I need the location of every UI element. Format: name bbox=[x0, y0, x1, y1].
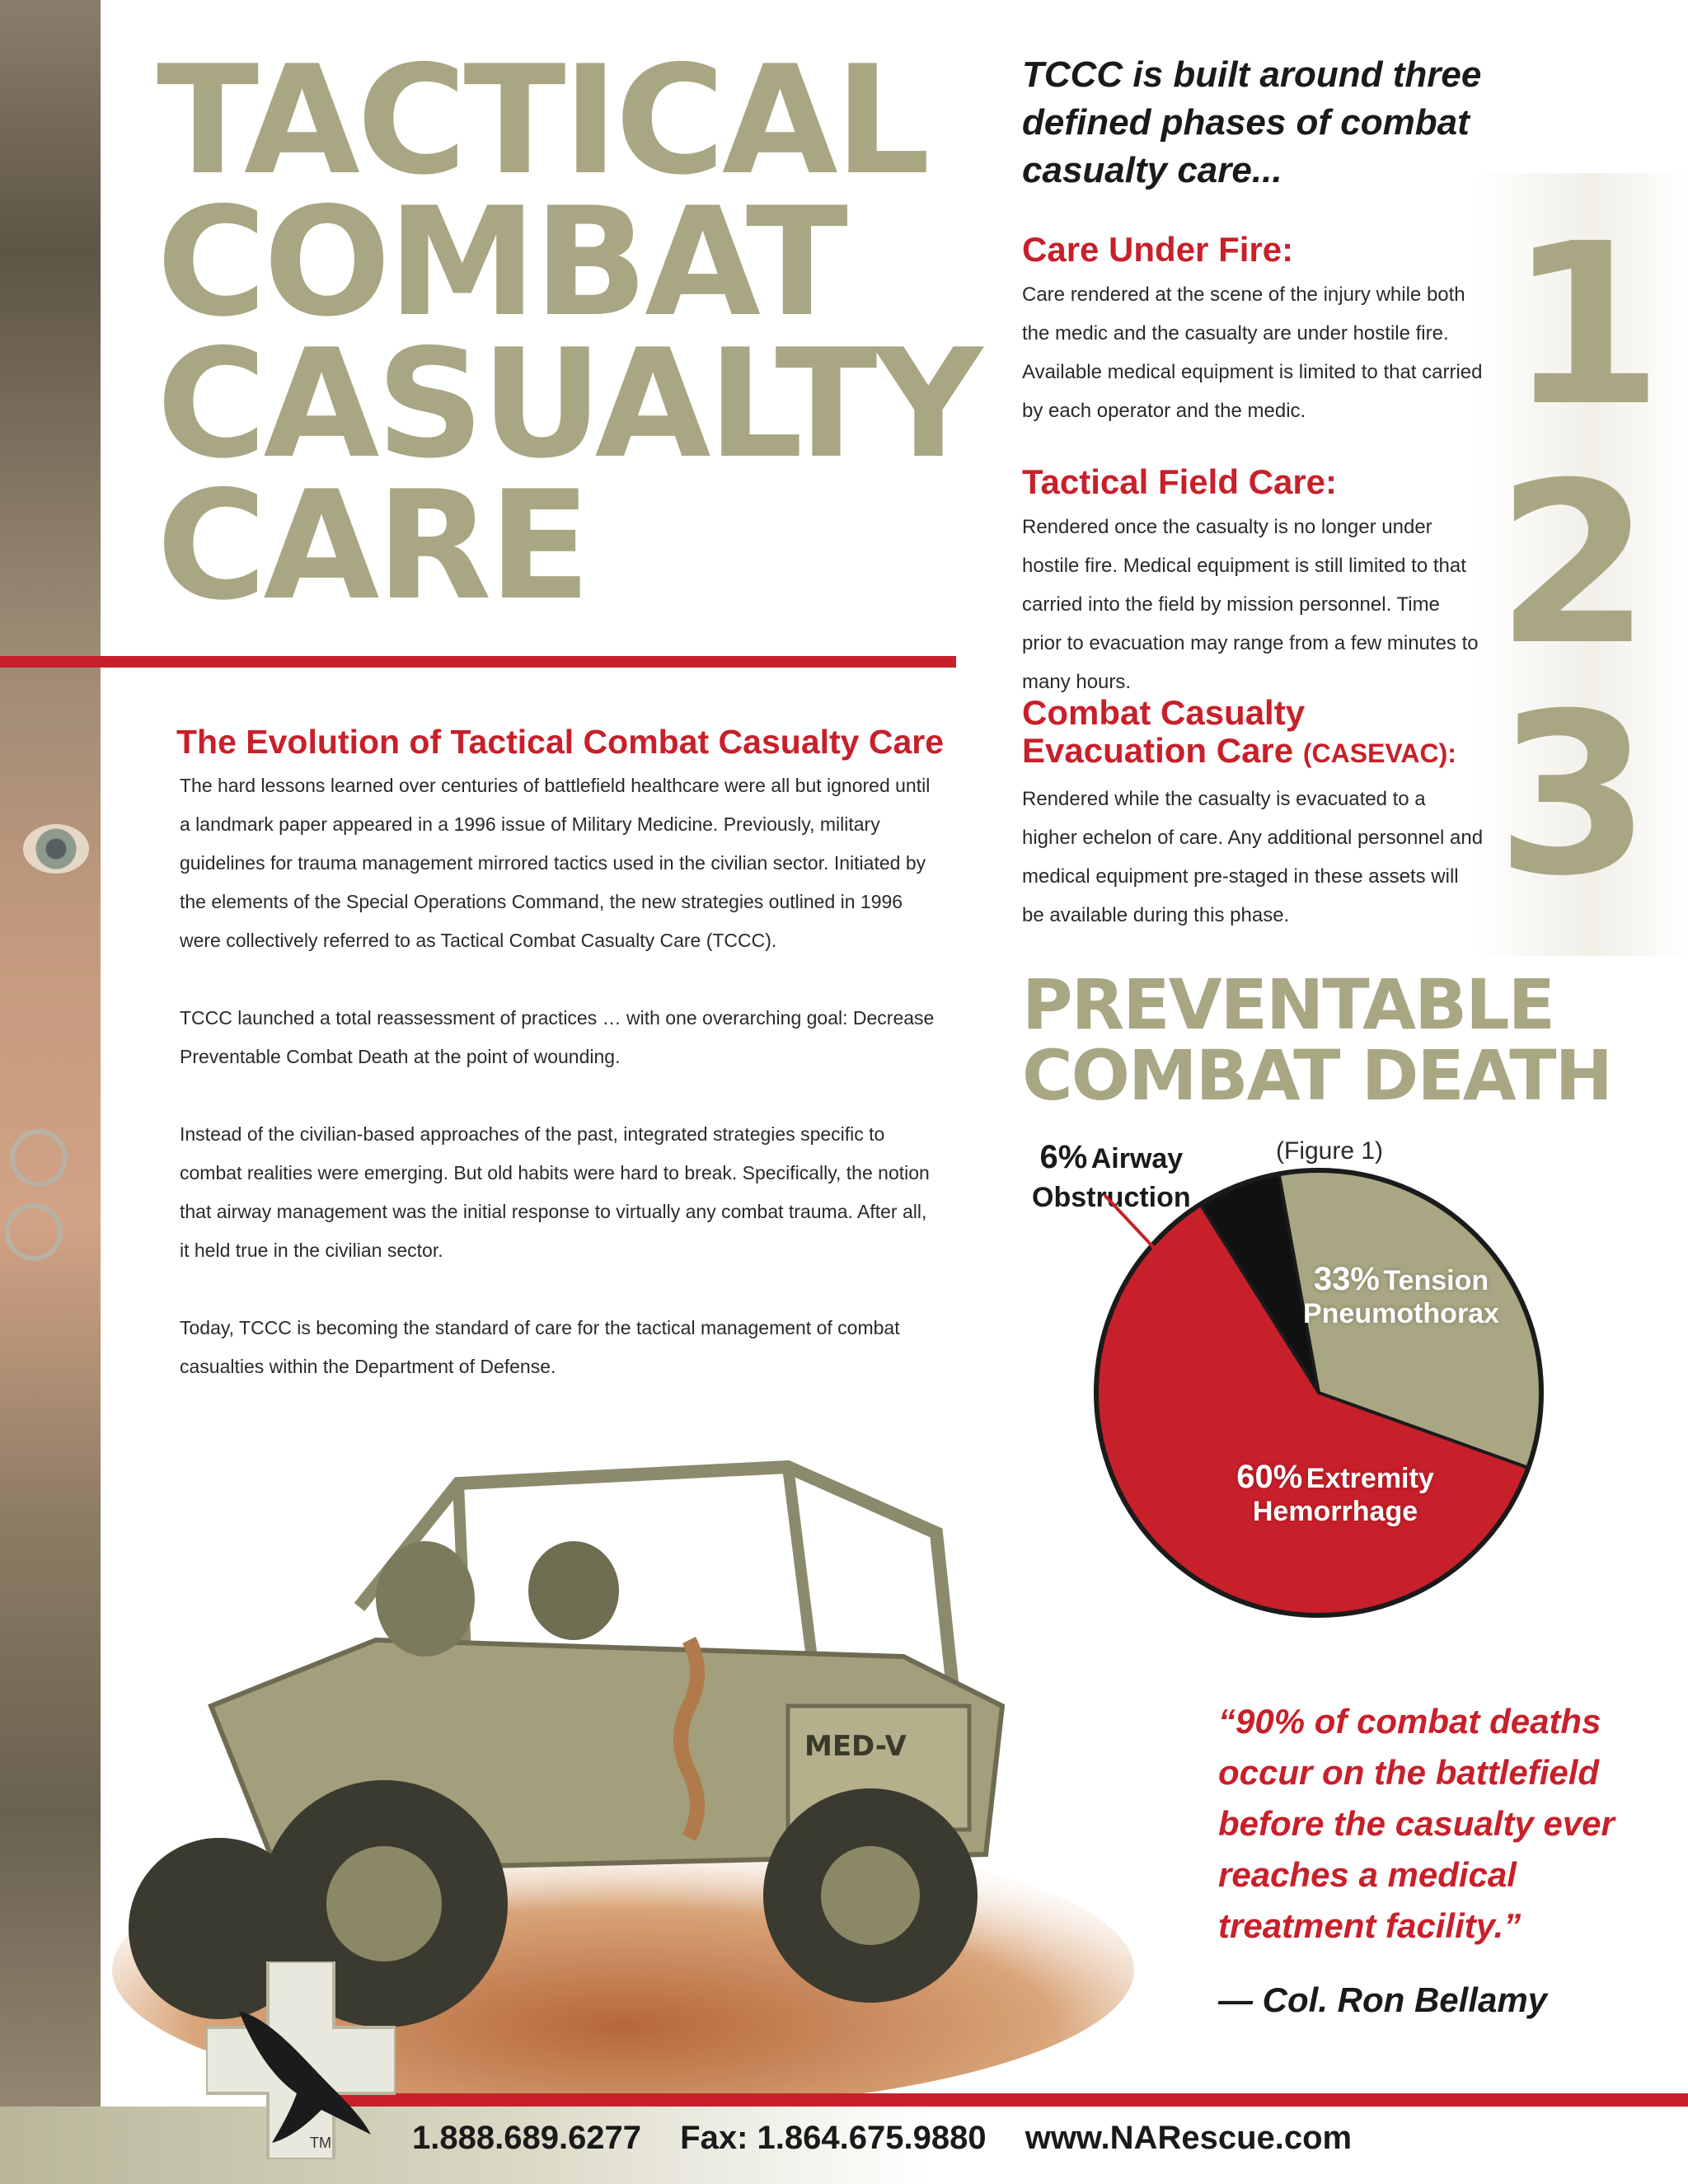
title-line: COMBAT bbox=[157, 175, 845, 349]
title-line: TACTICAL bbox=[157, 33, 927, 208]
phase-3-title-line2-text: Evacuation Care bbox=[1022, 731, 1294, 770]
preventable-title-line: COMBAT DEATH bbox=[1022, 1035, 1611, 1116]
pie-label-name: Airway bbox=[1090, 1143, 1184, 1174]
pie-label-pct: 6% bbox=[1039, 1139, 1088, 1175]
phase-3-title-line1: Combat Casualty bbox=[1022, 693, 1306, 732]
eagle-cross-logo bbox=[206, 1961, 396, 2159]
quote-text: “90% of combat deaths occur on the battlefield before the casualty ever reaches a medical treatment facility.” bbox=[1218, 1702, 1615, 1945]
evolution-body bbox=[180, 766, 938, 1425]
footer-contact bbox=[412, 2115, 1648, 2161]
phase-number-3: 3 bbox=[1496, 665, 1651, 925]
gear-ring-detail bbox=[5, 1203, 63, 1261]
footer-phone[interactable]: 1.888.689.6277 bbox=[412, 2120, 642, 2156]
pie-label-name: Pneumothorax bbox=[1302, 1298, 1500, 1329]
pie-label-tension bbox=[1278, 1261, 1525, 1330]
quote-author: — Col. Ron Bellamy bbox=[1218, 1980, 1548, 2019]
pie-label-pct: 33% bbox=[1313, 1261, 1380, 1297]
title-line: CASUALTY bbox=[157, 316, 980, 491]
eye-detail bbox=[23, 824, 89, 874]
gear-ring-detail bbox=[10, 1129, 68, 1187]
pie-chart-svg bbox=[1088, 1162, 1550, 1624]
phases-intro: TCCC is built around three defined phases of combat casualty care... bbox=[1022, 54, 1482, 190]
preventable-title-line: PREVENTABLE bbox=[1022, 964, 1554, 1045]
pie-label-extremity bbox=[1212, 1459, 1459, 1528]
divider-red-bottom bbox=[297, 2093, 1688, 2107]
pie-label-name: Obstruction bbox=[1032, 1182, 1191, 1213]
phase-3-title-line2 bbox=[1022, 732, 1517, 772]
pie-label-name: Hemorrhage bbox=[1252, 1496, 1418, 1527]
phase-3-title bbox=[1022, 694, 1517, 772]
page-title bbox=[157, 33, 981, 633]
phase-number-1: 1 bbox=[1508, 195, 1663, 455]
phase-3-body: Rendered while the casualty is evacuated to a higher echelon of care. Any additional personnel and medical equipment pre-staged in these assets will be available during this phase. bbox=[1022, 788, 1484, 926]
vehicle-marking: MED-V bbox=[804, 1730, 907, 1763]
evolution-paragraph: TCCC launched a total reassessment of practices … with one overarching goal: Decrease Preventable Combat Death at the point of wounding. bbox=[180, 1007, 935, 1067]
phase-number-2: 2 bbox=[1496, 434, 1651, 694]
divider-red-top bbox=[0, 656, 956, 668]
evolution-title: The Evolution of Tactical Combat Casualty Care bbox=[176, 723, 945, 761]
phase-1-body: Care rendered at the scene of the injury while both the medic and the casualty are under hostile fire. Available medical equipment is limited to that carried by each operator and the medic. bbox=[1022, 284, 1483, 422]
phase-2-body: Rendered once the casualty is no longer under hostile fire. Medical equipment is still limited to that carried into the field by mission personnel. Time prior to evacuation may range from a few minutes to many hours. bbox=[1022, 516, 1479, 693]
evolution-paragraph: The hard lessons learned over centuries of battlefield healthcare were all but ignored until a landmark paper appeared in a 1996 issue of Military Medicine. Previously, military guidelines for trauma management mirrored tactics used in the civilian sector. Initiated by the elements of the Special Operations Command, the new strategies outlined in 1996 were collectively referred to as Tactical Combat Casualty Care (TCCC). bbox=[180, 775, 931, 951]
title-line: CARE bbox=[157, 458, 588, 633]
pie-label-pct: 60% bbox=[1236, 1459, 1303, 1495]
trademark-mark: TM bbox=[310, 2135, 331, 2151]
pie-label-name: Tension bbox=[1383, 1265, 1489, 1296]
figure-label: (Figure 1) bbox=[1276, 1137, 1384, 1165]
pie-label-name: Extremity bbox=[1306, 1463, 1434, 1494]
soldier-photo-strip bbox=[0, 0, 101, 2110]
evolution-paragraph: Instead of the civilian-based approaches of the past, integrated strategies specific to combat realities were emerging. But old habits were hard to break. Specifically, the notion that airway management was the initial response to virtually any combat trauma. After all, it held true in the civilian sector. bbox=[180, 1123, 930, 1261]
pie-chart bbox=[1088, 1162, 1550, 1624]
phase-1-title: Care Under Fire: bbox=[1022, 230, 1294, 269]
phase-2-title: Tactical Field Care: bbox=[1022, 462, 1338, 501]
footer-fax: Fax: 1.864.675.9880 bbox=[680, 2120, 987, 2156]
preventable-title bbox=[1022, 964, 1681, 1116]
phase-3-title-suffix: (CASEVAC): bbox=[1302, 738, 1456, 768]
evolution-paragraph: Today, TCCC is becoming the standard of care for the tactical management of combat casualties within the Department of Defense. bbox=[180, 1317, 900, 1377]
footer-website-link[interactable]: www.NARescue.com bbox=[1025, 2120, 1353, 2156]
